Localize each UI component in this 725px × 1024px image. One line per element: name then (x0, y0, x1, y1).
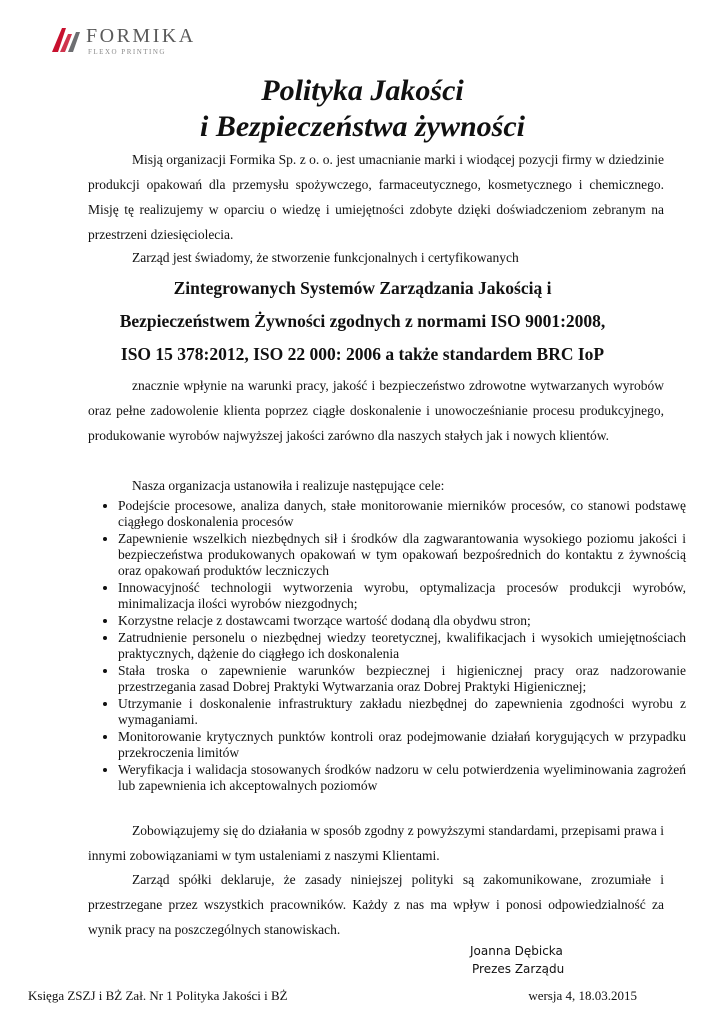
signatory-name: Joanna Dębicka (470, 944, 563, 958)
document-title-line-1: Polityka Jakości (261, 74, 464, 107)
footer-document-reference: Księga ZSZJ i BŻ Zał. Nr 1 Polityka Jakości i BŻ (28, 988, 288, 1003)
company-logo (50, 22, 210, 62)
logo-name: FORMIKA (86, 25, 196, 47)
goal-item: • Innowacyjność technologii wytworzenia wyrobu, optymalizacja procesów produkcji wyrobów, minimalizacja ilości wyrobów niezgodnych; (118, 580, 686, 612)
systems-line-2: Bezpieczeństwem Żywności zgodnych z normami ISO 9001:2008, (119, 311, 606, 331)
goal-item: • Zatrudnienie personelu o niezbędnej wiedzy teoretycznej, kwalifikacjach i wysokich umiejętnościach praktycznych, dążenie do ciągłego ich doskonalenia (118, 630, 686, 662)
footer-version: wersja 4, 18.03.2015 (528, 988, 637, 1003)
goal-item: • Monitorowanie krytycznych punktów kontroli oraz podejmowanie działań korygujących w przypadku przekroczenia limitów (118, 729, 686, 761)
signatory-role: Prezes Zarządu (472, 962, 565, 976)
goal-item: • Korzystne relacje z dostawcami tworzące wartość dodaną dla obydwu stron; (118, 613, 686, 629)
systems-line-3: ISO 15 378:2012, ISO 22 000: 2006 a także standardem BRC IoP (120, 344, 605, 364)
goal-item: • Stała troska o zapewnienie warunków bezpiecznej i higienicznej pracy oraz nadzorowanie przestrzegania zasad Dobrej Praktyki Wytwarzania oraz Dobrej Praktyki Higienicznej; (118, 663, 686, 695)
systems-line-1: Zintegrowanych Systemów Zarządzania Jakością i (173, 278, 552, 298)
goals-list (96, 498, 686, 795)
commitment-paragraph: Zobowiązujemy się do działania w sposób zgodny z powyższymi standardami, przepisami prawa i innymi zobowiązaniami w tym ustaleniami z naszymi Klientami. (88, 823, 664, 863)
declaration-paragraph: Zarząd spółki deklaruje, że zasady niniejszej polityki są zakomunikowane, zrozumiałe i przestrzegane przez wszystkich pracowników. Każdy z nas ma wpływ i ponosi odpowiedzialność za wynik pracy na poszczególnych stanowiskach. (88, 872, 664, 937)
impact-paragraph: znacznie wpłynie na warunki pracy, jakość i bezpieczeństwo zdrowotne wytwarzanych wyrobów oraz pełne zadowolenie klienta poprzez ciągłe doskonalenie i unowocześnianie procesu produkcyjnego, produkowanie wyrobów najwyższej jakości zarówno dla naszych stałych jak i nowych klientów. (88, 378, 664, 443)
goal-item: • Podejście procesowe, analiza danych, stałe monitorowanie mierników procesów, co stanowi podstawę ciągłego doskonalenia procesów (118, 498, 686, 530)
goal-item: • Weryfikacja i walidacja stosowanych środków nadzoru w celu potwierdzenia wyeliminowania zagrożeń lub zapewnienia ich akceptowalnych poziomów (118, 762, 686, 794)
mission-paragraph: Misją organizacji Formika Sp. z o. o. jest umacnianie marki i wiodącej pozycji firmy w dziedzinie produkcji opakowań dla przemysłu spożywczego, farmaceutycznego, kosmetycznego i chemicznego. Misję tę realizujemy w oparciu o wiedzę i umiejętności zdobyte dzięki doświadczeniom zebranym na przestrzeni dziesięciolecia. (88, 152, 664, 242)
goal-item: • Zapewnienie wszelkich niezbędnych sił i środków dla zagwarantowania wysokiego poziomu jakości i bezpieczeństwa produkowanych opakowań w tym opakowań bezpośrednich do kontaktu z żywnością oraz opakowań produktów leczniczych (118, 531, 686, 579)
goal-item: • Utrzymanie i doskonalenie infrastruktury zakładu niezbędnej do zapewnienia zgodności wyrobu z wymaganiami. (118, 696, 686, 728)
goals-intro: Nasza organizacja ustanowiła i realizuje następujące cele: (132, 478, 445, 493)
document-title-line-2: i Bezpieczeństwa żywności (199, 110, 525, 143)
formika-logo-mark-icon (50, 24, 84, 54)
logo-subtitle: FLEXO PRINTING (88, 48, 166, 56)
board-awareness-text: Zarząd jest świadomy, że stworzenie funkcjonalnych i certyfikowanych (132, 250, 519, 265)
